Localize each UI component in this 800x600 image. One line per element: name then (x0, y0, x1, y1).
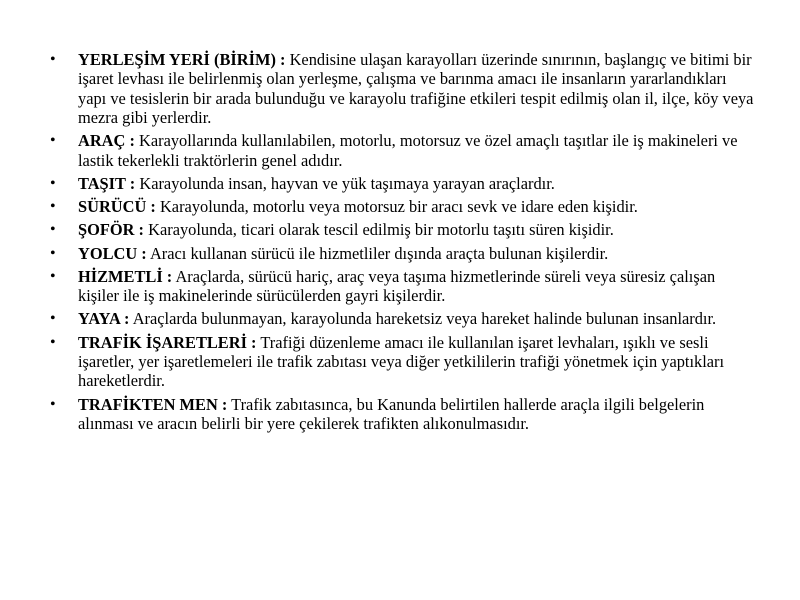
list-item-trafikten-men (46, 395, 756, 434)
list-item-hizmetli (46, 267, 756, 306)
bullet-icon: • (50, 267, 56, 285)
bullet-icon: • (50, 175, 56, 193)
definition-text: Araçlarda bulunmayan, karayolunda hareketsiz veya hareket halinde bulunan insanlardır. (132, 309, 717, 329)
definition-text: Trafiği düzenleme amacı ile kullanılan işaret levhaları, ışıklı ve sesli işaretler, yer işaretlemeleri ile trafik zabıtası veya diğer yetkililerin trafiği yönetmek için yaptıkları hareketlerdir. (78, 332, 725, 391)
term-label: YERLEŞİM YERİ (BİRİM) : (78, 50, 286, 69)
definition-text: Kendisine ulaşan karayolları üzerinde sınırının, başlangıç ve bitimi bir işaret levhası ile belirlenmiş olan yerleşme, çalışma ve barınma amacı ile insanların yararlandıkları yapı ve tesislerin bir arada bulunduğu ve karayolu trafiğine etkileri tespit edilmiş olan il, ilçe, köy veya mezra gibi yerlerdir. (78, 50, 754, 128)
list-item-arac (46, 131, 756, 170)
bullet-icon: • (50, 310, 56, 328)
definition-text: Trafik zabıtasınca, bu Kanunda belirtilen hallerde araçla ilgili belgelerin alınması ve aracın belirli bir yere çekilerek trafikten alıkonulmasıdır. (78, 394, 705, 434)
bullet-icon: • (50, 132, 56, 150)
list-item-sofor (46, 220, 756, 239)
list-item-yerlesim-yeri (46, 50, 756, 128)
definition-text: Karayolunda, motorlu veya motorsuz bir aracı sevk ve idare eden kişidir. (159, 197, 638, 217)
list-item-trafik-isaretleri (46, 333, 756, 391)
definition-text: Karayollarında kullanılabilen, motorlu, motorsuz ve özel amaçlı taşıtlar ile iş makineleri ve lastik tekerlekli traktörlerin genel adıdır. (78, 131, 738, 170)
bullet-icon: • (50, 221, 56, 239)
term-label: TAŞIT : (78, 174, 136, 194)
definition-text: Araçlarda, sürücü hariç, araç veya taşıma hizmetlerinde süreli veya süresiz çalışan kişiler ile iş makinelerinde sürücülerden gayri kişilerdir. (78, 266, 716, 306)
term-label: HİZMETLİ : (78, 266, 173, 286)
term-label: YOLCU : (78, 243, 147, 263)
list-item-yaya (46, 309, 756, 328)
bullet-icon: • (50, 333, 56, 351)
term-label: ŞOFÖR : (78, 220, 145, 240)
definition-list (46, 50, 756, 433)
bullet-icon: • (50, 395, 56, 413)
bullet-icon: • (50, 244, 56, 262)
term-label: SÜRÜCÜ : (78, 197, 156, 217)
definition-text: Karayolunda insan, hayvan ve yük taşımaya yarayan araçlardır. (139, 174, 555, 194)
term-label: YAYA : (78, 309, 130, 329)
list-item-surucu (46, 197, 756, 216)
list-item-yolcu (46, 244, 756, 263)
bullet-icon: • (50, 198, 56, 216)
term-label: TRAFİK İŞARETLERİ : (78, 332, 257, 352)
bullet-icon: • (50, 51, 56, 68)
definition-text: Aracı kullanan sürücü ile hizmetliler dışında araçta bulunan kişilerdir. (149, 243, 609, 263)
definition-text: Karayolunda, ticari olarak tescil edilmiş bir motorlu taşıtı süren kişidir. (148, 220, 614, 240)
list-item-tasit (46, 174, 756, 193)
term-label: TRAFİKTEN MEN : (78, 394, 228, 414)
term-label: ARAÇ : (78, 131, 135, 151)
